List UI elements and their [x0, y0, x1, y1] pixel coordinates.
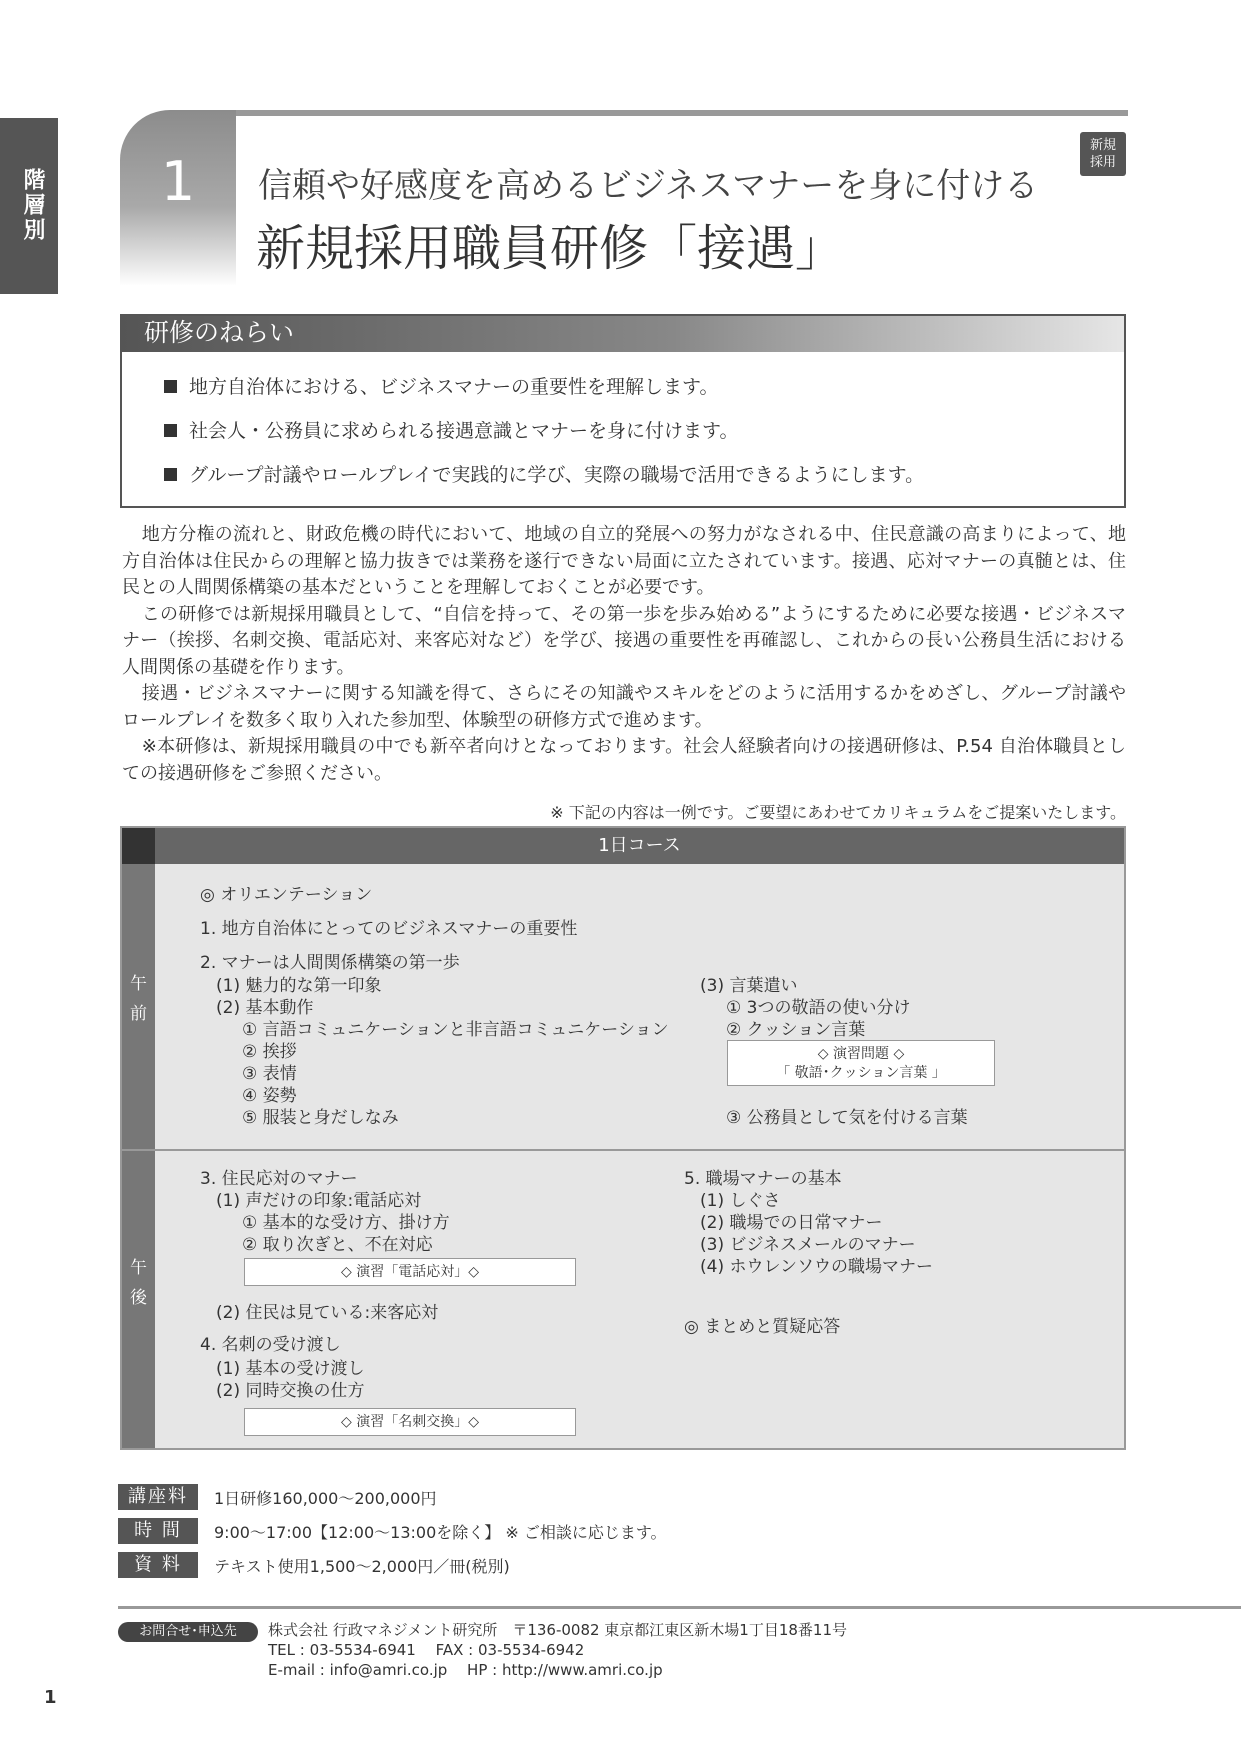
- category-tab: [0, 118, 58, 294]
- agenda-subitem: (3) ビジネスメールのマナー: [700, 1235, 916, 1255]
- agenda-item: ◎ まとめと質疑応答: [684, 1317, 841, 1337]
- agenda-subitem: ③ 表情: [242, 1064, 297, 1084]
- morning-label: 午 前: [130, 974, 147, 1024]
- time-value: 9:00～17:00【12:00～13:00を除く】 ※ ご相談に応じます。: [214, 1523, 667, 1542]
- header-rule: [236, 110, 1128, 116]
- course-length: 1日コース: [598, 835, 681, 856]
- afternoon-label: 午 後: [130, 1258, 147, 1308]
- exercise-box: ◇ 演習問題 ◇ 「 敬語･クッション言葉 」: [727, 1040, 995, 1086]
- agenda-item: 3. 住民応対のマナー: [200, 1169, 358, 1189]
- agenda-item: 1. 地方自治体にとってのビジネスマナーの重要性: [200, 919, 578, 939]
- agenda-subitem: (2) 同時交換の仕方: [216, 1381, 365, 1401]
- time-label-column: [122, 864, 155, 1448]
- agenda-item: ◎ オリエンテーション: [200, 885, 373, 905]
- aim-item: 社会人・公務員に求められる接遇意識とマナーを身に付けます。: [164, 416, 1124, 443]
- agenda-subitem: (3) 言葉遣い: [700, 976, 798, 996]
- curriculum-note: ※ 下記の内容は一例です。ご要望にあわせてカリキュラムをご提案いたします。: [550, 803, 1126, 822]
- course-subtitle: 信頼や好感度を高めるビジネスマナーを身に付ける: [258, 166, 1039, 206]
- agenda-subitem: ② 挨拶: [242, 1042, 297, 1062]
- am-pm-divider: [122, 1149, 1124, 1151]
- page-number: 1: [44, 1687, 57, 1708]
- agenda-subitem: ② クッション言葉: [726, 1020, 866, 1040]
- contact-block: [268, 1620, 847, 1680]
- course-number-block: [120, 110, 236, 286]
- schedule-table: [120, 826, 1126, 1450]
- schedule-header-corner: [122, 828, 155, 864]
- agenda-subitem: (1) しぐさ: [700, 1191, 781, 1211]
- agenda-subitem: ① 基本的な受け方、掛け方: [242, 1213, 450, 1233]
- time-label: 時 間: [118, 1518, 198, 1544]
- footer-rule: [118, 1606, 1241, 1609]
- aims-list: [122, 352, 1124, 487]
- agenda-subitem: (4) ホウレンソウの職場マナー: [700, 1257, 934, 1277]
- course-title: 新規採用職員研修「接遇」: [256, 220, 845, 277]
- square-bullet-icon: [164, 468, 177, 481]
- exercise-box: ◇ 演習「電話応対」◇: [244, 1258, 576, 1286]
- fee-label: 講座料: [118, 1484, 198, 1510]
- aims-heading: 研修のねらい: [122, 316, 1124, 352]
- agenda-item: 5. 職場マナーの基本: [684, 1169, 842, 1189]
- agenda-subitem: ① 3つの敬語の使い分け: [726, 998, 911, 1018]
- agenda-subitem: (1) 基本の受け渡し: [216, 1359, 365, 1379]
- material-label: 資 料: [118, 1552, 198, 1578]
- contact-address: 株式会社 行政マネジメント研究所 〒136-0082 東京都江東区新木場1丁目18番11号: [268, 1621, 848, 1639]
- agenda-subitem: ⑤ 服装と身だしなみ: [242, 1108, 399, 1128]
- agenda-item: 4. 名刺の受け渡し: [200, 1335, 341, 1355]
- contact-phone: TEL : 03-5534-6941 FAX : 03-5534-6942: [268, 1641, 585, 1659]
- agenda-subitem: (2) 基本動作: [216, 998, 314, 1018]
- aims-box: [120, 314, 1126, 508]
- intro-paragraph: 地方分権の流れと、財政危機の時代において、地域の自立的発展への努力がなされる中、住民意識の高まりによって、地方自治体は住民からの理解と協力抜きでは業務を遂行できない局面に立たされています。接遇、応対マナーの真髄とは、住民との人間関係構築の基本だということを理解しておくことが必要です。: [122, 524, 1126, 598]
- category-tab-label: 階層別: [20, 168, 45, 243]
- intro-paragraph: ※本研修は、新規採用職員の中でも新卒者向けとなっております。社会人経験者向けの接遇研修は、P.54 自治体職員としての接遇研修をご参照ください。: [122, 736, 1126, 784]
- aim-item: 地方自治体における、ビジネスマナーの重要性を理解します。: [164, 372, 1124, 399]
- agenda-subitem: (1) 声だけの印象:電話応対: [216, 1191, 422, 1211]
- badge-line-2: 採用: [1089, 155, 1116, 170]
- agenda-subitem: ④ 姿勢: [242, 1086, 297, 1106]
- intro-paragraph: この研修では新規採用職員として、“自信を持って、その第一歩を歩み始める”ようにするために必要な接遇・ビジネスマナー（挨拶、名刺交換、電話応対、来客応対など）を学び、接遇の重要性を再確認し、これからの長い公務員生活における人間関係の基礎を作ります。: [122, 603, 1126, 678]
- aim-item: グループ討議やロールプレイで実践的に学び、実際の職場で活用できるようにします。: [164, 460, 1124, 487]
- agenda-subitem: (2) 住民は見ている:来客応対: [216, 1303, 439, 1323]
- agenda-subitem: (1) 魅力的な第一印象: [216, 976, 382, 996]
- badge-line-1: 新規: [1089, 138, 1116, 153]
- agenda-subitem: ② 取り次ぎと、不在対応: [242, 1235, 433, 1255]
- agenda-subitem: ③ 公務員として気を付ける言葉: [726, 1108, 968, 1128]
- fee-value: 1日研修160,000～200,000円: [214, 1489, 437, 1508]
- agenda-subitem: (2) 職場での日常マナー: [700, 1213, 883, 1233]
- exercise-box: ◇ 演習「名刺交換」◇: [244, 1408, 576, 1436]
- agenda-item: 2. マナーは人間関係構築の第一歩: [200, 953, 460, 973]
- intro-paragraph: 接遇・ビジネスマナーに関する知識を得て、さらにその知識やスキルをどのように活用するかをめざし、グループ討議やロールプレイを数多く取り入れた参加型、体験型の研修方式で進めます。: [122, 683, 1126, 731]
- contact-web: E-mail : info@amri.co.jp HP : http://www.amri.co.jp: [268, 1661, 663, 1679]
- intro-text: [122, 522, 1126, 787]
- square-bullet-icon: [164, 424, 177, 437]
- course-number: 1: [160, 150, 196, 213]
- material-value: テキスト使用1,500～2,000円／冊(税別): [214, 1557, 510, 1576]
- square-bullet-icon: [164, 380, 177, 393]
- contact-label: お問合せ･申込先: [118, 1622, 258, 1642]
- new-hire-badge: [1080, 132, 1126, 176]
- schedule-header: [122, 828, 1124, 864]
- agenda-subitem: ① 言語コミュニケーションと非言語コミュニケーション: [242, 1020, 669, 1040]
